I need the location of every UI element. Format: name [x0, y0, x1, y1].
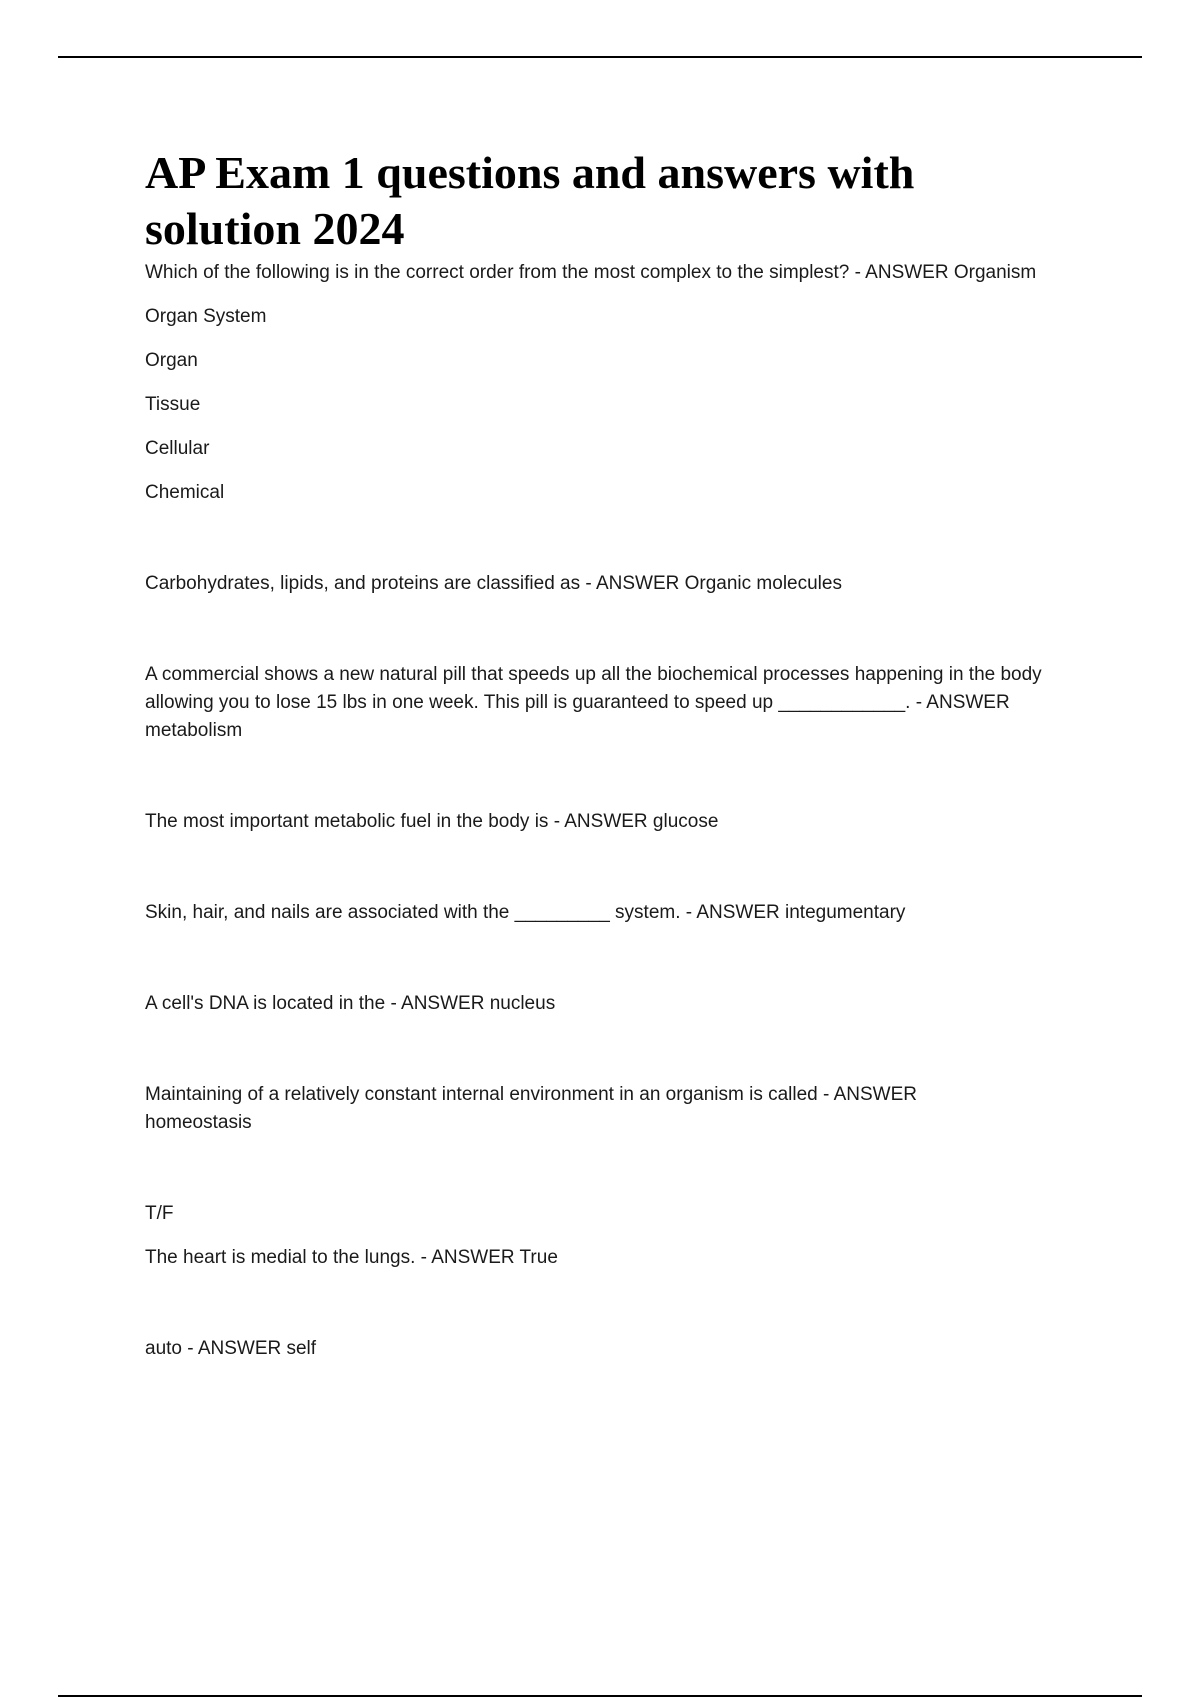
list-item: Organ System	[145, 306, 267, 327]
bottom-divider	[58, 1695, 1142, 1697]
document-title: AP Exam 1 questions and answers with solution 2024	[145, 147, 915, 254]
document-body	[145, 145, 1075, 1363]
top-divider	[58, 56, 1142, 58]
qa-item	[145, 259, 1075, 507]
question-text: auto - ANSWER self	[145, 1338, 317, 1359]
question-text: Carbohydrates, lipids, and proteins are classified as - ANSWER Organic molecules	[145, 573, 842, 594]
question-text: The most important metabolic fuel in the body is - ANSWER glucose	[145, 811, 719, 832]
question-text: Maintaining of a relatively constant internal environment in an organism is called - ANSWER homeostasis	[145, 1084, 917, 1133]
question-text: T/F	[145, 1203, 174, 1224]
question-text: A commercial shows a new natural pill that speeds up all the biochemical processes happening in the body allowing you to lose 15 lbs in one week. This pill is guaranteed to speed up ____________. - ANSWER metabolism	[145, 664, 1042, 741]
list-item: Cellular	[145, 438, 210, 459]
answer-text: The heart is medial to the lungs. - ANSWER True	[145, 1247, 558, 1268]
list-item: Chemical	[145, 482, 225, 503]
list-item: Tissue	[145, 394, 201, 415]
question-text: Skin, hair, and nails are associated with the _________ system. - ANSWER integumentary	[145, 902, 906, 923]
question-text: Which of the following is in the correct order from the most complex to the simplest? - ANSWER Organism	[145, 262, 1037, 283]
list-item: Organ	[145, 350, 198, 371]
question-text: A cell's DNA is located in the - ANSWER nucleus	[145, 993, 556, 1014]
